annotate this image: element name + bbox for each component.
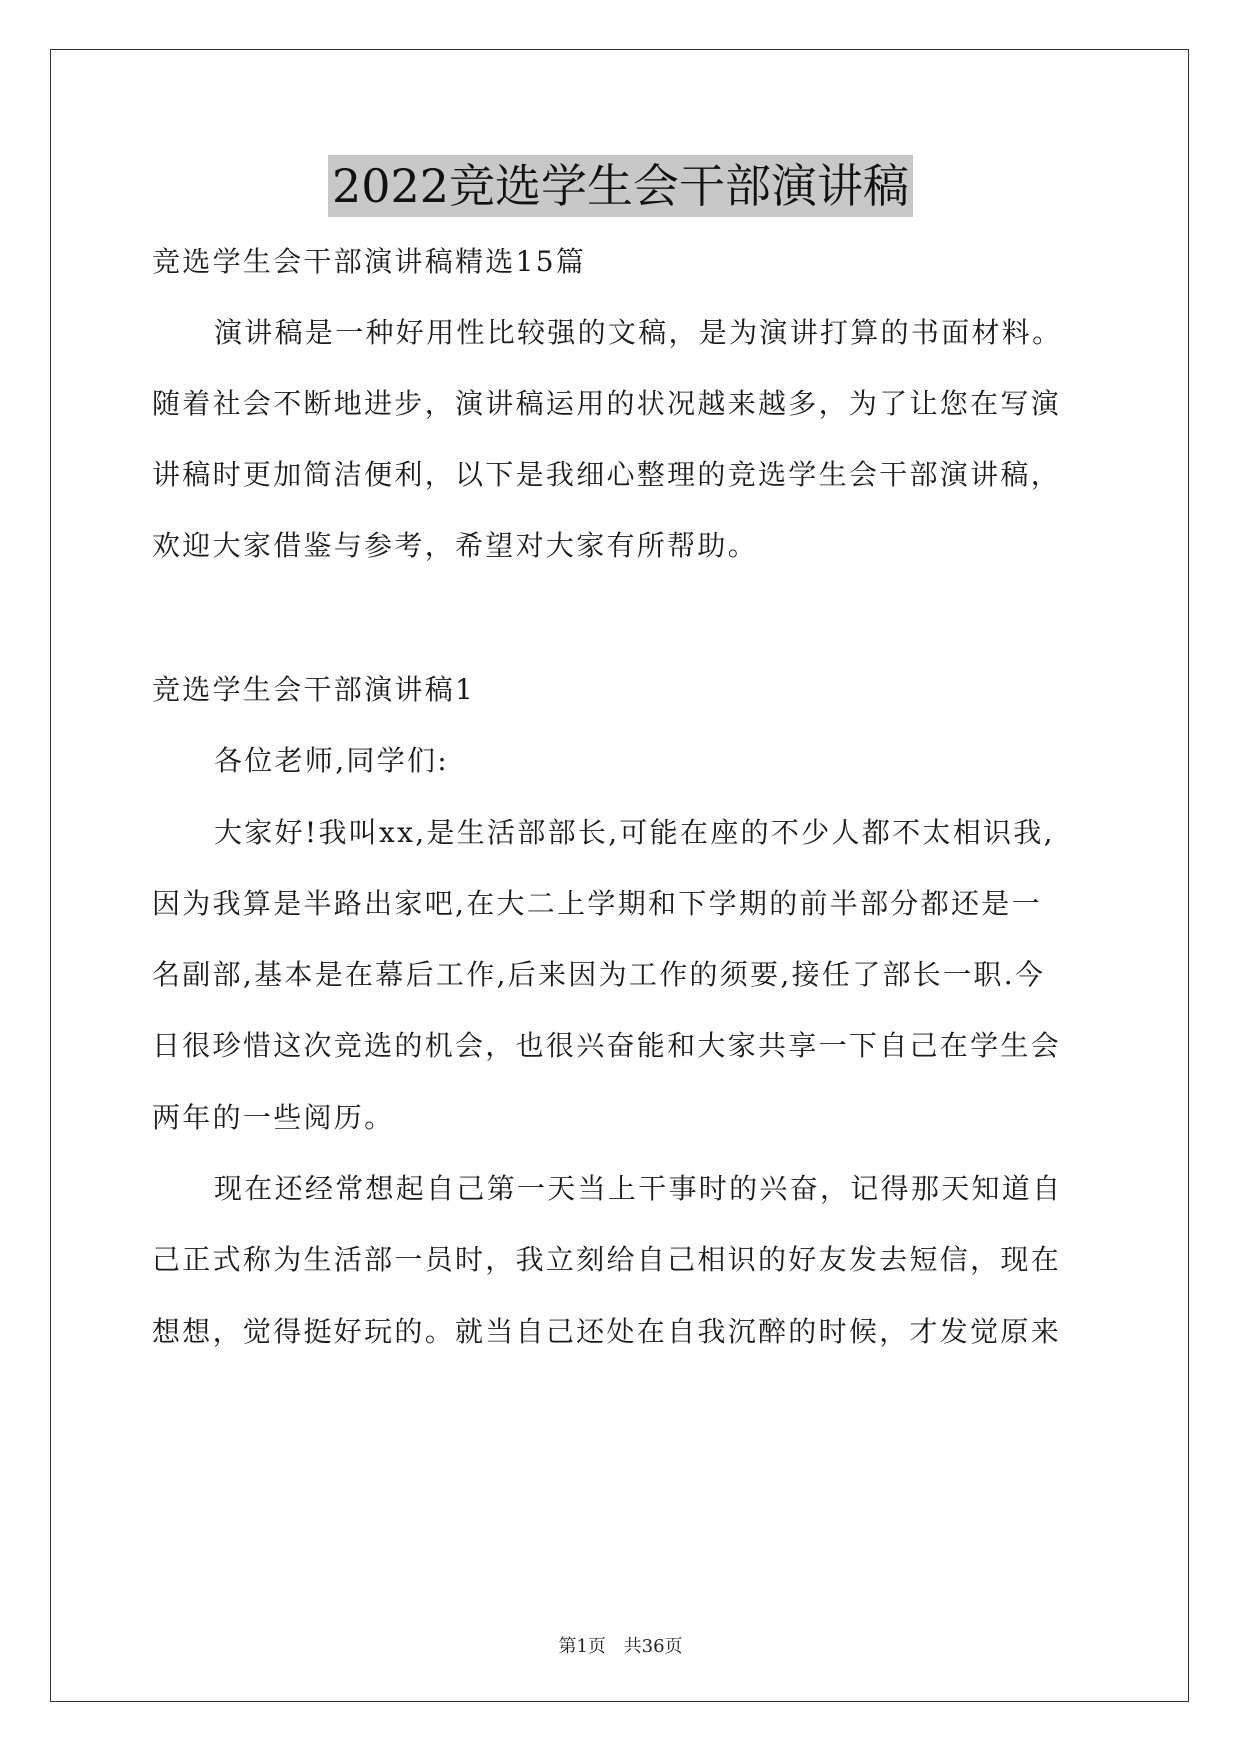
- intro-line: 欢迎大家借鉴与参考，希望对大家有所帮助。: [152, 529, 759, 562]
- document-title: 2022竞选学生会干部演讲稿: [328, 155, 913, 217]
- paragraph-line: 想想，觉得挺好玩的。就当自己还处在自我沉醉的时候，才发觉原来: [152, 1315, 1062, 1348]
- intro-line: 随着社会不断地进步，演讲稿运用的状况越来越多，为了让您在写演: [152, 387, 1062, 420]
- paragraph-line: 现在还经常想起自己第一天当上干事时的兴奋，记得那天知道自: [214, 1172, 1063, 1205]
- paragraph-line: 两年的一些阅历。: [152, 1101, 395, 1134]
- page-border: [50, 49, 1189, 1702]
- paragraph-line: 因为我算是半路出家吧,在大二上学期和下学期的前半部分都还是一: [152, 887, 1042, 920]
- paragraph-line: 名副部,基本是在幕后工作,后来因为工作的须要,接任了部长一职.今: [152, 958, 1046, 991]
- page-number: 第1页: [558, 1636, 606, 1657]
- page-footer: [0, 1635, 1241, 1659]
- paragraph-line: 己正式称为生活部一员时，我立刻给自己相识的好友发去短信，现在: [152, 1243, 1062, 1276]
- paragraph-line: 大家好!我叫xx,是生活部部长,可能在座的不少人都不太相识我,: [214, 816, 1055, 849]
- intro-line: 讲稿时更加简洁便利，以下是我细心整理的竞选学生会干部演讲稿，: [152, 458, 1062, 491]
- title-wrap: [0, 155, 1241, 217]
- page-total: 共36页: [623, 1636, 683, 1657]
- greeting: 各位老师,同学们:: [214, 744, 450, 777]
- intro-line: 演讲稿是一种好用性比较强的文稿，是为演讲打算的书面材料。: [214, 316, 1063, 349]
- document-subtitle: 竞选学生会干部演讲稿精选15篇: [152, 245, 587, 278]
- paragraph-line: 日很珍惜这次竞选的机会，也很兴奋能和大家共享一下自己在学生会: [152, 1029, 1062, 1062]
- section-heading: 竞选学生会干部演讲稿1: [152, 673, 476, 706]
